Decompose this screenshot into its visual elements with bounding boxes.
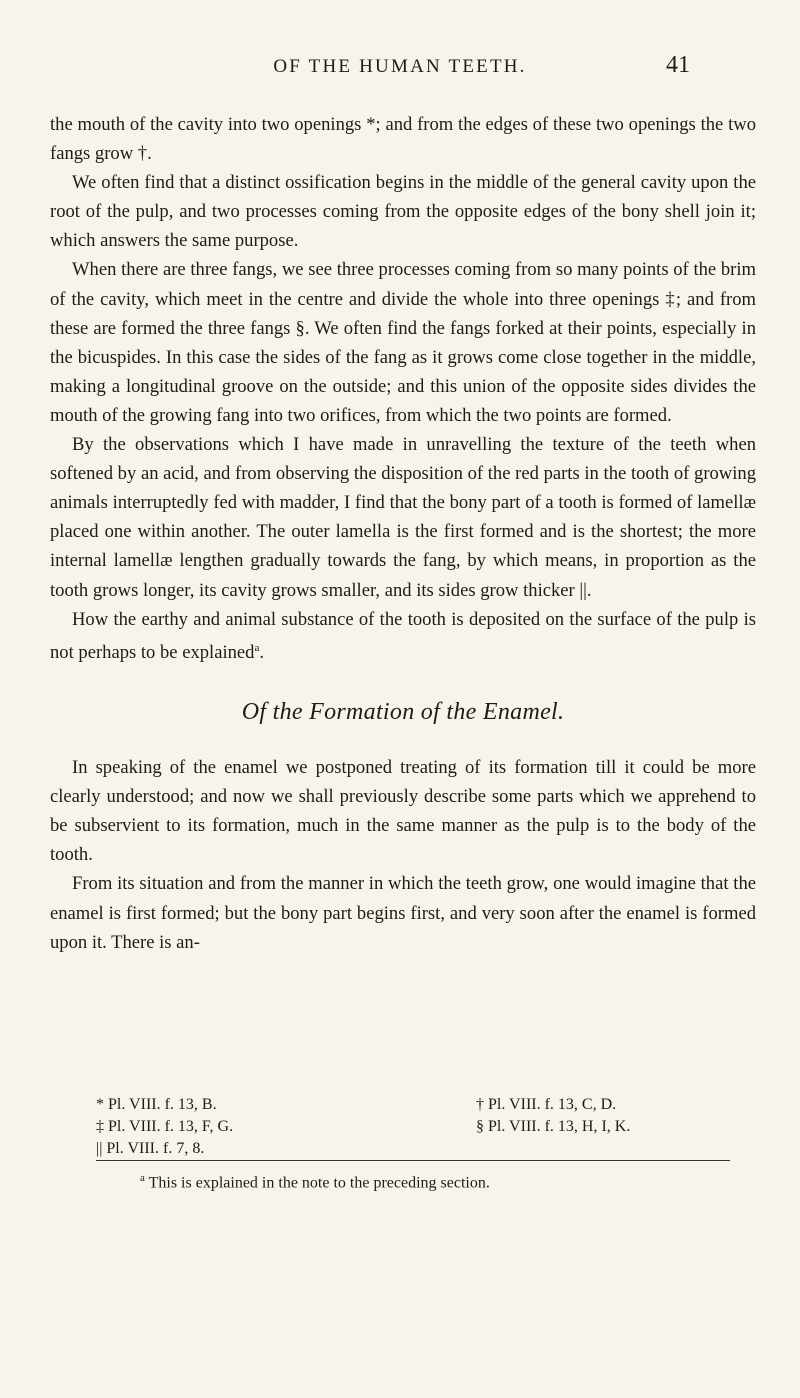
note-text: This is explained in the note to the preceding section. xyxy=(148,1174,490,1192)
footnote-row xyxy=(96,1116,756,1138)
note-marker: a xyxy=(140,1172,145,1184)
editor-note xyxy=(140,1172,760,1192)
footnote: || Pl. VIII. f. 7, 8. xyxy=(96,1140,205,1157)
paragraph-period: . xyxy=(259,641,265,663)
footnote: ‡ Pl. VIII. f. 13, F, G. xyxy=(96,1118,234,1135)
footnote: * Pl. VIII. f. 13, B. xyxy=(96,1096,217,1113)
page-number: 41 xyxy=(666,52,690,78)
paragraph-with-note xyxy=(50,605,756,667)
section-heading: Of the Formation of the Enamel. xyxy=(241,698,565,725)
footnote: § Pl. VIII. f. 13, H, I, K. xyxy=(476,1118,631,1135)
paragraph: From its situation and from the manner in which the teeth grow, one would imagine that the enamel is first formed; but the bony part begins first, and very soon after the enamel is formed upon it. There is an- xyxy=(50,873,756,953)
paragraph: We often find that a distinct ossification begins in the middle of the general cavity upon the root of the pulp, and two processes coming from the opposite edges of the bony shell join it; which answers the same purpose. xyxy=(50,172,756,252)
paragraph: In speaking of the enamel we postponed treating of its formation till it could be more clearly understood; and now we shall previously describe some parts which we apprehend to be subservient to its formation, much in the same manner as the pulp is to the body of the tooth. xyxy=(50,757,756,866)
footnote-row xyxy=(96,1138,756,1160)
paragraph-text: How the earthy and animal substance of the tooth is deposited on the surface of the pulp is not perhaps to be explained xyxy=(50,608,756,663)
footnote-row xyxy=(96,1094,756,1116)
footnote-divider xyxy=(96,1160,730,1161)
body-text xyxy=(50,110,756,957)
paragraph: By the observations which I have made in unravelling the texture of the teeth when softened by an acid, and from observing the disposition of the red parts in the tooth of growing animals interruptedly fed with madder, I find that the bony part of a tooth is formed of lamellæ placed one within another. The outer lamella is the first formed and is the shortest; the more internal lamellæ lengthen gradually towards the fang, by which means, in proportion as the tooth grows longer, its cavity grows smaller, and its sides grow thicker ||. xyxy=(50,434,756,601)
footnotes xyxy=(96,1094,756,1160)
note-reference: a xyxy=(254,641,260,654)
paragraph: the mouth of the cavity into two openings *; and from the edges of these two openings the two fangs grow †. xyxy=(50,114,756,165)
running-title: OF THE HUMAN TEETH. xyxy=(273,56,527,77)
running-head xyxy=(0,50,800,90)
paragraph: When there are three fangs, we see three processes coming from so many points of the brim of the cavity, which meet in the centre and divide the whole into three openings ‡; and from these are formed the three fangs §. We often find the fangs forked at their points, especially in the bicuspides. In this case the sides of the fang as it grows come close together in the middle, making a longitudinal groove on the outside; and this union of the opposite sides divides the mouth of the growing fang into two orifices, from which the two points are formed. xyxy=(50,259,756,426)
footnote: † Pl. VIII. f. 13, C, D. xyxy=(476,1096,617,1113)
